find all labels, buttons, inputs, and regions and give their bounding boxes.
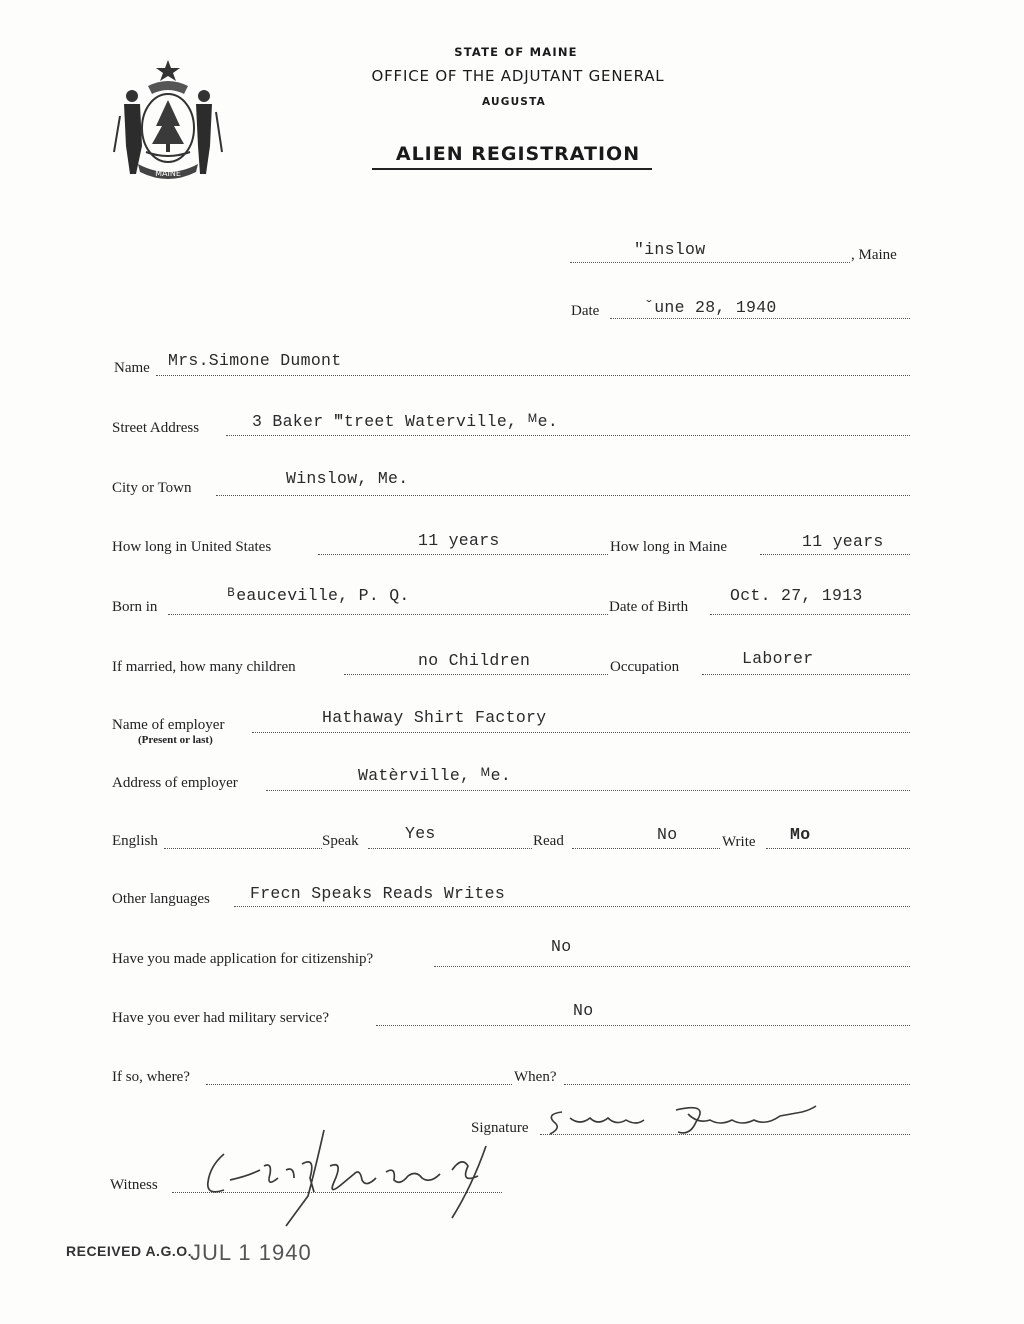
military-label: Have you ever had military service? xyxy=(112,1010,329,1026)
born-in-line xyxy=(168,614,608,615)
date-of-birth-line xyxy=(710,614,910,615)
citizenship-line xyxy=(434,966,910,967)
where-label: If so, where? xyxy=(112,1069,190,1085)
citizenship-label: Have you made application for citizenship? xyxy=(112,951,374,967)
employer-address-value: Watèrville, ᴹe. xyxy=(358,766,512,785)
read-label: Read xyxy=(533,833,564,849)
street-address-line xyxy=(226,435,910,436)
form-title: ALIEN REGISTRATION xyxy=(395,143,641,165)
how-long-us-line xyxy=(318,554,608,555)
street-address-label: Street Address xyxy=(112,420,200,436)
military-line xyxy=(376,1025,910,1026)
occupation-value: Laborer xyxy=(742,649,814,668)
header-city: AUGUSTA xyxy=(482,96,546,108)
date-of-birth-label: Date of Birth xyxy=(609,599,689,615)
employer-line xyxy=(252,732,910,733)
english-label: English xyxy=(112,833,158,849)
employer-value: Hathaway Shirt Factory xyxy=(322,708,547,727)
town-line xyxy=(570,262,850,263)
title-underline xyxy=(372,168,652,170)
city-label: City or Town xyxy=(112,480,192,496)
children-value: no Children xyxy=(418,651,531,670)
street-address-value: 3 Baker ‴treet Waterville, ᴹe. xyxy=(252,412,559,431)
read-value: No xyxy=(657,825,678,844)
employer-label: Name of employer xyxy=(112,717,225,733)
town-value: "inslow xyxy=(634,240,706,259)
where-line xyxy=(206,1084,512,1085)
date-label: Date xyxy=(571,303,600,319)
town-suffix: , Maine xyxy=(851,247,897,263)
write-value: Mo xyxy=(790,825,811,844)
name-label: Name xyxy=(114,360,150,376)
header-office: OFFICE OF THE ADJUTANT GENERAL xyxy=(371,67,665,85)
witness-handwriting xyxy=(190,1126,510,1230)
date-of-birth-value: Oct. 27, 1913 xyxy=(730,586,863,605)
how-long-us-value: 11 years xyxy=(418,531,500,550)
how-long-us-label: How long in United States xyxy=(112,539,272,555)
city-line xyxy=(216,495,910,496)
received-stamp-label: RECEIVED A.G.O. xyxy=(66,1243,193,1259)
other-languages-line xyxy=(234,906,910,907)
speak-line xyxy=(368,848,532,849)
how-long-maine-value: 11 years xyxy=(802,532,884,551)
speak-value: Yes xyxy=(405,824,436,843)
name-value: Mrs.Simone Dumont xyxy=(168,351,342,370)
when-label: When? xyxy=(514,1069,557,1085)
employer-address-label: Address of employer xyxy=(112,775,238,791)
date-line xyxy=(610,318,910,319)
write-label: Write xyxy=(722,834,756,850)
employer-sublabel: (Present or last) xyxy=(138,734,213,746)
employer-address-line xyxy=(266,790,910,791)
military-value: No xyxy=(573,1001,594,1020)
name-line xyxy=(156,375,910,376)
occupation-label: Occupation xyxy=(610,659,680,675)
children-line xyxy=(344,674,608,675)
signature-handwriting xyxy=(540,1096,830,1146)
born-in-value: ᴮeauceville, P. Q. xyxy=(226,586,410,605)
other-languages-label: Other languages xyxy=(112,891,210,907)
speak-label: Speak xyxy=(322,833,359,849)
read-line xyxy=(572,848,720,849)
signature-label: Signature xyxy=(471,1120,529,1136)
children-label: If married, how many children xyxy=(112,659,296,675)
when-line xyxy=(564,1084,910,1085)
svg-text:MAINE: MAINE xyxy=(155,169,181,178)
other-languages-value: Frecn Speaks Reads Writes xyxy=(250,884,506,903)
born-in-label: Born in xyxy=(112,599,158,615)
date-value: ˇune 28, 1940 xyxy=(644,298,777,317)
citizenship-value: No xyxy=(551,937,572,956)
occupation-line xyxy=(702,674,910,675)
how-long-maine-label: How long in Maine xyxy=(610,539,728,555)
english-line xyxy=(164,848,322,849)
witness-label: Witness xyxy=(110,1177,158,1193)
how-long-maine-line xyxy=(760,554,910,555)
received-stamp-date: JUL 1 1940 xyxy=(190,1240,312,1265)
city-value: Winslow, Me. xyxy=(286,469,409,488)
write-line xyxy=(766,848,910,849)
header-state: STATE OF MAINE xyxy=(454,45,578,59)
